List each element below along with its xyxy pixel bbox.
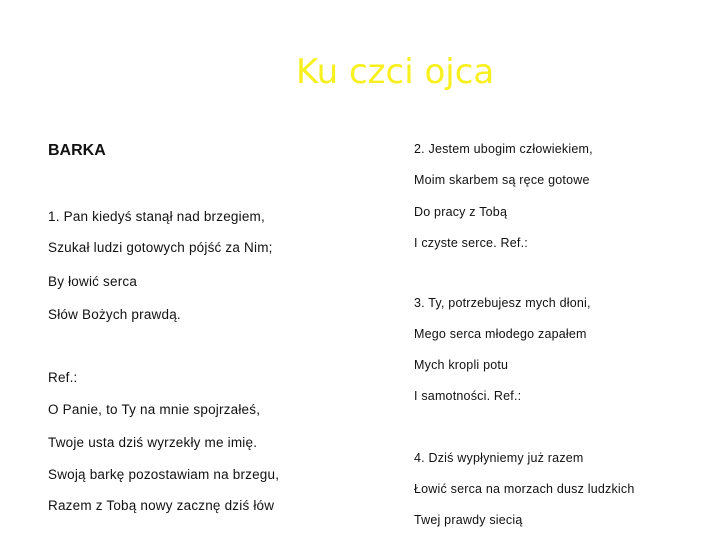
verse-line: O Panie, to Ty na mnie spojrzałeś, xyxy=(48,402,261,417)
verse-line: Szukał ludzi gotowych pójść za Nim; xyxy=(48,240,273,255)
verse-line: Twej prawdy siecią xyxy=(414,513,523,527)
verse-line: Łowić serca na morzach dusz ludzkich xyxy=(414,482,635,496)
verse-line: I samotności. Ref.: xyxy=(414,389,522,403)
verse-line: Mych kropli potu xyxy=(414,358,509,372)
verse-line: Twoje usta dziś wyrzekły me imię. xyxy=(48,435,258,450)
verse-line: Mego serca młodego zapałem xyxy=(414,327,587,341)
verse-line: 4. Dziś wypłyniemy już razem xyxy=(414,451,584,465)
verse-line: 1. Pan kiedyś stanął nad brzegiem, xyxy=(48,209,265,224)
song-title: BARKA xyxy=(48,142,106,159)
refrain-label: Ref.: xyxy=(48,370,78,385)
verse-line: Razem z Tobą nowy zacznę dziś łów xyxy=(48,498,275,513)
verse-line: Słów Bożych prawdą. xyxy=(48,307,181,322)
verse-line: I czyste serce. Ref.: xyxy=(414,236,528,250)
verse-line: Moim skarbem są ręce gotowe xyxy=(414,173,590,187)
verse-line: 3. Ty, potrzebujesz mych dłoni, xyxy=(414,296,591,310)
page-title: Ku czci ojca xyxy=(296,52,495,92)
verse-line: Do pracy z Tobą xyxy=(414,205,508,219)
verse-line: Swoją barkę pozostawiam na brzegu, xyxy=(48,467,280,482)
verse-line: By łowić serca xyxy=(48,274,138,289)
verse-line: 2. Jestem ubogim człowiekiem, xyxy=(414,142,593,156)
